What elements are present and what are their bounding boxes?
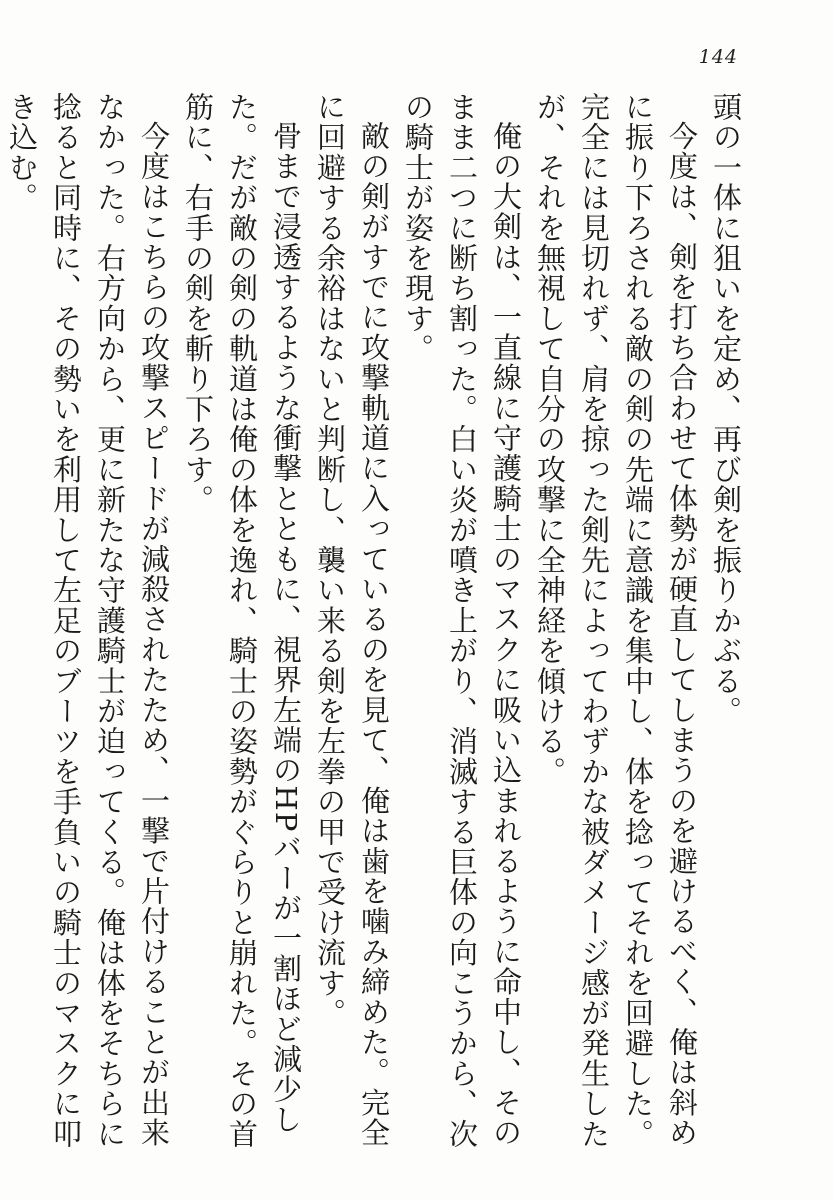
page-number: 144 [698,46,738,68]
body-text [5,92,748,1152]
paragraph: 俺の大剣は、一直線に守護騎士のマスクに吸い込まれるように命中し、そのまま二つに断ち割った。白い炎が噴き上がり、消滅する巨体の向こうから、次の騎士が姿を現す。 [401,92,523,1149]
paragraph: 骨まで浸透するような衝撃とともに、視界左端のHPバーが一割ほど減少した。だが敵の剣の軌道は俺の体を逸れ、騎士の姿勢がぐらりと崩れた。その首筋に、右手の剣を斬り下ろす。 [181,92,303,1149]
paragraph: 今度はこちらの攻撃スピードが減殺されたため、一撃で片付けることが出来なかった。右方向から、更に新たな守護騎士が迫ってくる。俺は体をそちらに捻ると同時に、その勢いを利用して左足のブーツを手負いの騎士のマスクに叩き込む。 [5,92,171,1149]
paragraph: 敵の剣がすでに攻撃軌道に入っているのを見て、俺は歯を噛み締めた。完全に回避する余裕はないと判断し、襲い来る剣を左拳の甲で受け流す。 [313,92,391,1148]
paragraph: 頭の一体に狙いを定め、再び剣を振りかぶる。 [709,92,743,727]
paragraph: 今度は、剣を打ち合わせて体勢が硬直してしまうのを避けるべく、俺は斜めに振り下ろされる敵の剣の先端に意識を集中し、体を捻ってそれを回避した。完全には見切れず、肩を掠った剣先によってわずかな被ダメージ感が発生したが、それを無視して自分の攻撃に全神経を傾ける。 [533,92,699,1149]
